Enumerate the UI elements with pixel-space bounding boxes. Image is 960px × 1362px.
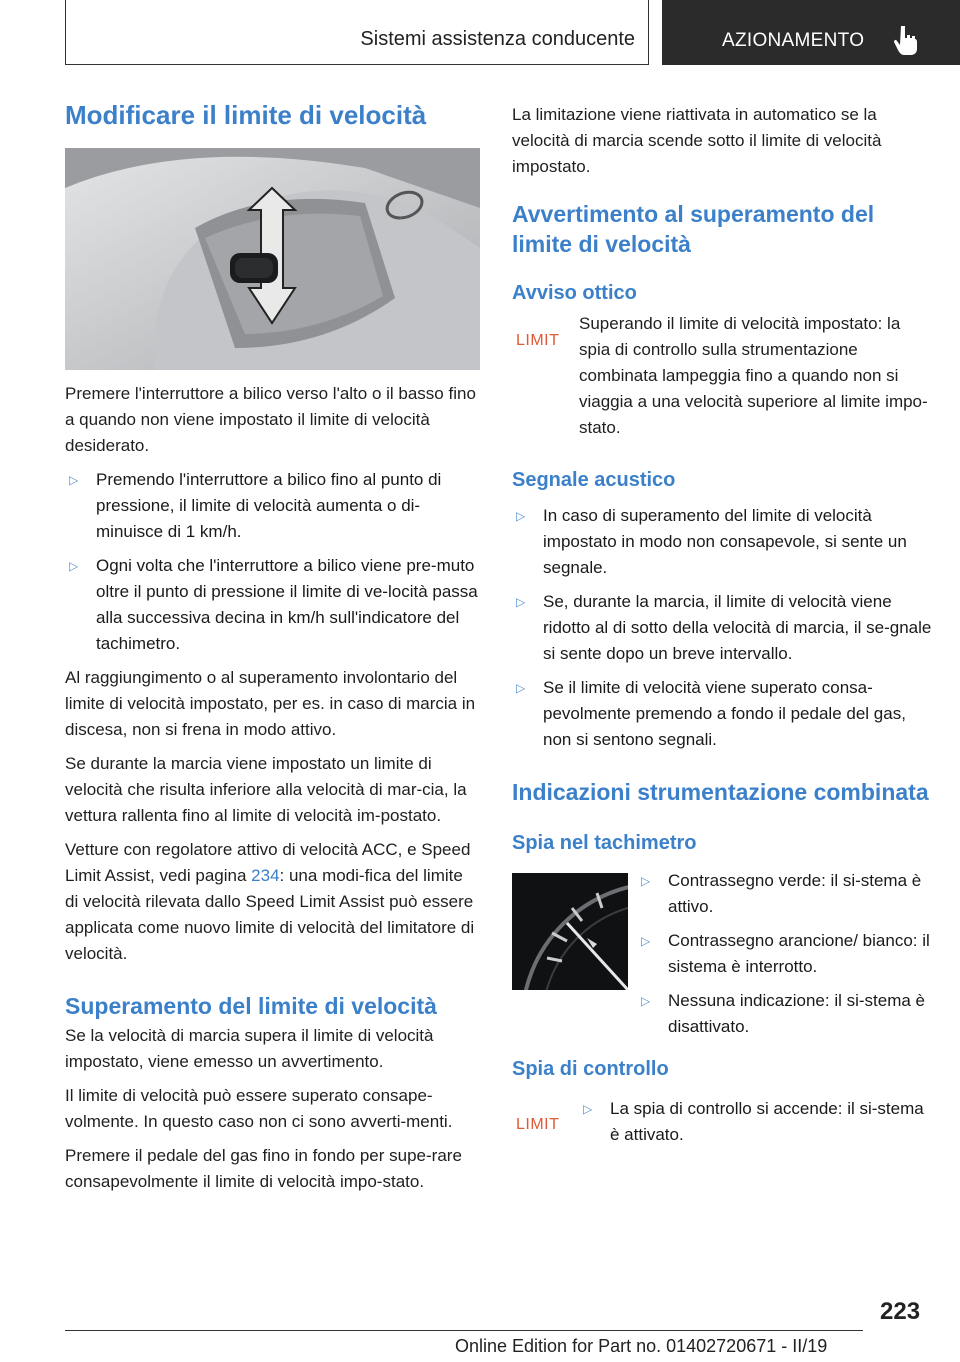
paragraph-consciously-exceed: Il limite di velocità può essere superato consape-volmente. In questo caso non ci sono avverti-menti. <box>65 1086 453 1131</box>
paragraph-unintended: Al raggiungimento o al superamento involontario del limite di velocità impostato, per es. in caso di marcia in discesa, non si frena in modo attivo. <box>65 668 476 739</box>
page-link[interactable]: 234 <box>251 866 280 885</box>
header-left-rule <box>65 0 66 65</box>
list-item <box>637 868 932 920</box>
steering-wheel-image <box>65 148 480 370</box>
left-column <box>65 100 480 1195</box>
bullet-text: Contrassegno verde: il si-stema è attivo. <box>668 871 922 916</box>
page-number: 223 <box>880 1298 921 1325</box>
paragraph-reactivation: La limitazione viene riattivata in automatico se la velocità di marcia scende sotto il limite di velocità impostato. <box>512 105 882 176</box>
paragraph-rocker-intro: Premere l'interruttore a bilico verso l'alto o il basso fino a quando non viene impostato il limite di velocità desiderato. <box>65 384 476 455</box>
control-light-list <box>579 1096 932 1148</box>
list-item <box>65 467 480 545</box>
bullet-text: Se, durante la marcia, il limite di velocità viene ridotto al di sotto della velocità di marcia, il se-gnale si sente dopo un breve intervallo. <box>543 592 932 663</box>
heading-visual-warning: Avviso ottico <box>512 282 637 304</box>
visual-warning-text: Superando il limite di velocità impostato: la spia di controllo sulla strumentazione combinata lampeggia fino a quando non si viaggia a una velocità superiore al limite impo-stato. <box>579 314 928 437</box>
acc-text-after: : una modi-fica del limite di velocità rilevata dallo Speed Limit Assist può essere applicata come nuovo limite di velocità del limitatore di velocità. <box>65 866 475 963</box>
speedometer-image <box>512 873 628 990</box>
bullet-text: Contrassegno arancione/ bianco: il sistema è interrotto. <box>668 931 930 976</box>
triangle-bullet-icon: ▷ <box>641 994 651 1008</box>
heading-limit-warning: Avvertimento al superamento del limite di velocità <box>512 201 875 257</box>
list-item <box>637 928 932 980</box>
heading-indicator-light: Spia di controllo <box>512 1058 669 1080</box>
list-item <box>512 503 932 581</box>
header-separator <box>648 0 649 65</box>
control-light-block <box>512 1096 932 1156</box>
triangle-bullet-icon: ▷ <box>516 509 526 523</box>
triangle-bullet-icon: ▷ <box>583 1102 593 1116</box>
triangle-bullet-icon: ▷ <box>516 681 526 695</box>
speedometer-list <box>637 868 932 1040</box>
bullet-text: La spia di controllo si accende: il si-stema è attivato. <box>610 1099 924 1144</box>
acc-text-before: Vetture con regolatore attivo di velocità ACC, e Speed Limit Assist, vedi pagina <box>65 840 471 885</box>
chapter-tab-label: AZIONAMENTO <box>722 30 865 51</box>
heading-instrument-cluster: Indicazioni strumentazione combinata <box>512 779 929 805</box>
bullet-text: Premendo l'interruttore a bilico fino al punto di pressione, il limite di velocità aumenta o di-minuisce di 1 km/h. <box>96 470 442 541</box>
bullet-text: In caso di superamento del limite di velocità impostato in modo non consapevole, si sente un segnale. <box>543 506 907 577</box>
footer-rule <box>65 1330 863 1331</box>
heading-acoustic-signal: Segnale acustico <box>512 469 676 491</box>
pointing-hand-icon <box>892 24 920 56</box>
list-item <box>579 1096 932 1148</box>
right-column <box>512 100 932 1156</box>
paragraph-lower-limit: Se durante la marcia viene impostato un limite di velocità che risulta inferiore alla velocità di mar-cia, la vettura rallenta fino al limite di velocità im-postato. <box>65 754 467 825</box>
list-item <box>65 553 480 657</box>
triangle-bullet-icon: ▷ <box>69 559 79 573</box>
triangle-bullet-icon: ▷ <box>516 595 526 609</box>
list-item <box>512 675 932 753</box>
heading-speedometer-indicator: Spia nel tachimetro <box>512 832 697 854</box>
header-bottom-rule <box>65 64 648 65</box>
paragraph-acc <box>65 837 480 967</box>
paragraph-warning-emitted: Se la velocità di marcia supera il limite di velocità impostato, viene emesso un avvertimento. <box>65 1026 434 1071</box>
triangle-bullet-icon: ▷ <box>641 934 651 948</box>
heading-exceeding-limit: Superamento del limite di velocità <box>65 993 437 1019</box>
chapter-tab <box>662 0 960 65</box>
section-title: Sistemi assistenza conducente <box>360 28 635 50</box>
edition-note: Online Edition for Part no. 01402720671 - II/19 <box>455 1336 828 1356</box>
triangle-bullet-icon: ▷ <box>69 473 79 487</box>
bullet-text: Nessuna indicazione: il si-stema è disattivato. <box>668 991 926 1036</box>
limit-indicator-icon: LIMIT <box>516 1116 560 1133</box>
bullet-text: Ogni volta che l'interruttore a bilico viene pre-muto oltre il punto di pressione il limite di ve-locità passa alla successiva decina in km/h sull'indicatore del tachimetro. <box>96 556 478 653</box>
bullet-text: Se il limite di velocità viene superato consa-pevolmente premendo a fondo il pedale del gas, non si sentono segnali. <box>543 678 906 749</box>
triangle-bullet-icon: ▷ <box>641 874 651 888</box>
speedometer-block <box>512 868 932 1044</box>
heading-change-limit: Modificare il limite di velocità <box>65 100 427 130</box>
paragraph-gas-pedal: Premere il pedale del gas fino in fondo per supe-rare consapevolmente il limite di velocità impo-stato. <box>65 1146 462 1191</box>
list-item <box>637 988 932 1040</box>
list-item <box>512 589 932 667</box>
limit-indicator-icon: LIMIT <box>516 332 560 349</box>
paragraph-visual-warning <box>512 311 932 441</box>
visual-warning-block <box>512 311 932 441</box>
